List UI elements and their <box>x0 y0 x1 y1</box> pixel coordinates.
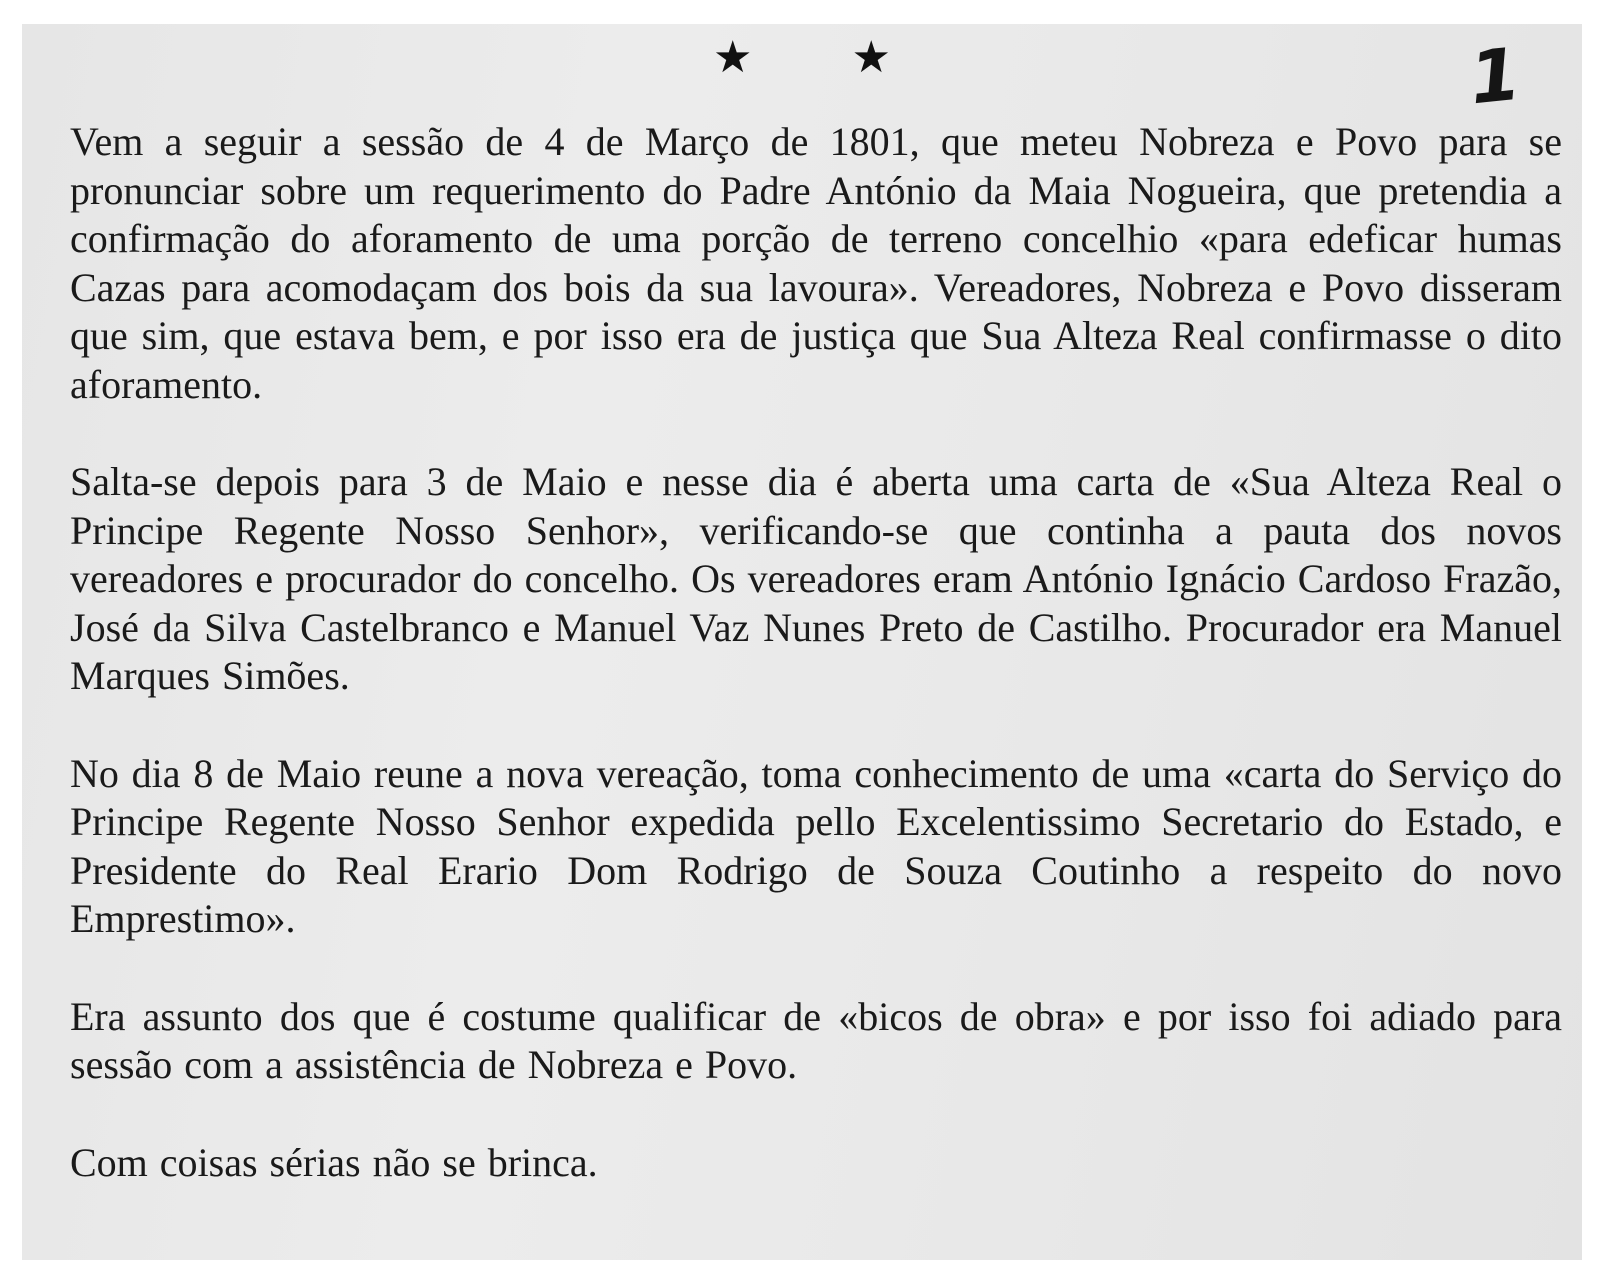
paragraph: Salta-se depois para 3 de Maio e nesse dia é aberta uma carta de «Sua Alteza Real o Principe Regente Nosso Senhor», verificando-se que continha a pauta dos novos vereadores e procurador do concelho. Os vereadores eram António Ignácio Cardoso Frazão, José da Silva Castelbranco e Manuel Vaz Nunes Preto de Castilho. Procurador era Manuel Marques Simões. <box>70 459 1562 698</box>
section-ornament-stars: ★ ★ <box>713 33 935 82</box>
paragraph: Vem a seguir a sessão de 4 de Março de 1801, que meteu Nobreza e Povo para se pronunciar sobre um requerimento do Padre António da Maia Nogueira, que pretendia a confirmação do aforamento de uma porção de terreno concelhio «para edeficar humas Cazas para acomodaçam dos bois da sua lavoura». Vereadores, Nobreza e Povo disseram que sim, que estava bem, e por isso era de justiça que Sua Alteza Real confirmasse o dito aforamento. <box>70 119 1562 407</box>
paragraph: Era assunto dos que é costume qualificar de «bicos de obra» e por isso foi adiado para sessão com a assistência de Nobreza e Povo. <box>70 993 1562 1087</box>
paragraph: No dia 8 de Maio reune a nova vereação, toma conhecimento de uma «carta do Serviço do Principe Regente Nosso Senhor expedida pello Excelentissimo Secretario do Estado, e Presidente do Real Erario Dom Rodrigo de Souza Coutinho a respeito do novo Emprestimo». <box>70 750 1562 941</box>
paragraph: Com coisas sérias não se brinca. <box>70 1139 598 1185</box>
body-text <box>70 118 1562 1187</box>
scanned-page <box>22 24 1582 1260</box>
handwritten-page-number: 1 <box>1465 31 1525 121</box>
